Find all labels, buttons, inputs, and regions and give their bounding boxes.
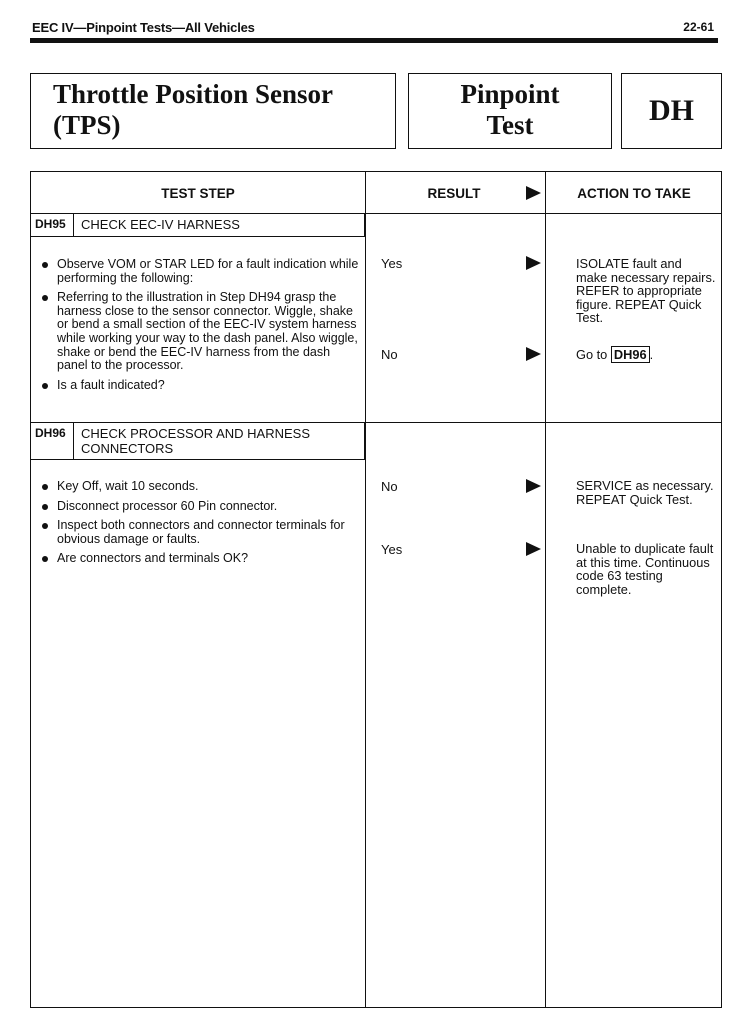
- result-value: No: [381, 347, 398, 362]
- step-code: DH95: [31, 213, 74, 236]
- action-text: Unable to duplicate fault at this time. Continuous code 63 testing complete.: [576, 541, 714, 597]
- result-value: No: [381, 479, 398, 494]
- list-item: Are connectors and terminals OK?: [41, 552, 359, 566]
- header-rule: [30, 38, 718, 43]
- step-dh96-instructions: [41, 480, 359, 572]
- list-item: Disconnect processor 60 Pin connector.: [41, 500, 359, 514]
- col-header-result: RESULT: [427, 186, 481, 201]
- list-item: Referring to the illustration in Step DH94 grasp the harness close to the sensor connector. Wiggle, shake or bend a small section of the EEC-IV system harness while working your way to the dash panel. Also wiggle, shake or bend the EEC-IV harness from the dash panel to the processor.: [41, 291, 359, 373]
- action-goto-suffix: .: [649, 347, 654, 362]
- result-value: Yes: [381, 256, 403, 271]
- page-number: 22-61: [683, 20, 714, 34]
- col-header-action: ACTION TO TAKE: [577, 186, 691, 201]
- pinpoint-title-line1: Pinpoint: [460, 79, 560, 109]
- pinpoint-table: [30, 171, 722, 1008]
- step-title-line1: CHECK PROCESSOR AND HARNESS: [81, 426, 310, 441]
- page-header-title: EEC IV—Pinpoint Tests—All Vehicles: [32, 20, 255, 35]
- list-item: Key Off, wait 10 seconds.: [41, 480, 359, 494]
- arrow-right-icon: [526, 256, 541, 270]
- step-title: CHECK EEC-IV HARNESS: [81, 217, 240, 232]
- action-text: ISOLATE fault and make necessary repairs. REFER to appropriate figure. REPEAT Quick Test.: [576, 256, 716, 326]
- column-divider-2: [545, 172, 546, 1007]
- list-item: Inspect both connectors and connector terminals for obvious damage or faults.: [41, 519, 359, 546]
- list-item: Is a fault indicated?: [41, 379, 359, 393]
- component-title-box: [30, 73, 396, 149]
- action-goto-prefix: Go to: [576, 347, 608, 362]
- goto-step-reference: DH96: [611, 346, 650, 363]
- pinpoint-test-box: [408, 73, 612, 149]
- result-value: Yes: [381, 542, 403, 557]
- component-title-line2: (TPS): [53, 110, 121, 140]
- column-divider-1: [365, 172, 366, 1007]
- step-dh95-instructions: [41, 258, 359, 398]
- test-code-box: [621, 73, 722, 149]
- step-label-dh96: [31, 422, 365, 460]
- test-code: DH: [649, 94, 694, 127]
- arrow-right-icon: [526, 347, 541, 361]
- arrow-right-icon: [526, 186, 541, 200]
- action-text: SERVICE as necessary. REPEAT Quick Test.: [576, 478, 714, 507]
- component-title-line1: Throttle Position Sensor: [53, 79, 334, 109]
- step-code: DH96: [31, 422, 74, 459]
- col-header-test-step: TEST STEP: [161, 186, 235, 201]
- step-title: [81, 426, 310, 456]
- action-goto: [576, 346, 716, 363]
- step-label-dh95: [31, 213, 365, 237]
- pinpoint-title-line2: Test: [486, 110, 534, 140]
- arrow-right-icon: [526, 542, 541, 556]
- arrow-right-icon: [526, 479, 541, 493]
- step-title-line2: CONNECTORS: [81, 441, 174, 456]
- list-item: Observe VOM or STAR LED for a fault indication while performing the following:: [41, 258, 359, 285]
